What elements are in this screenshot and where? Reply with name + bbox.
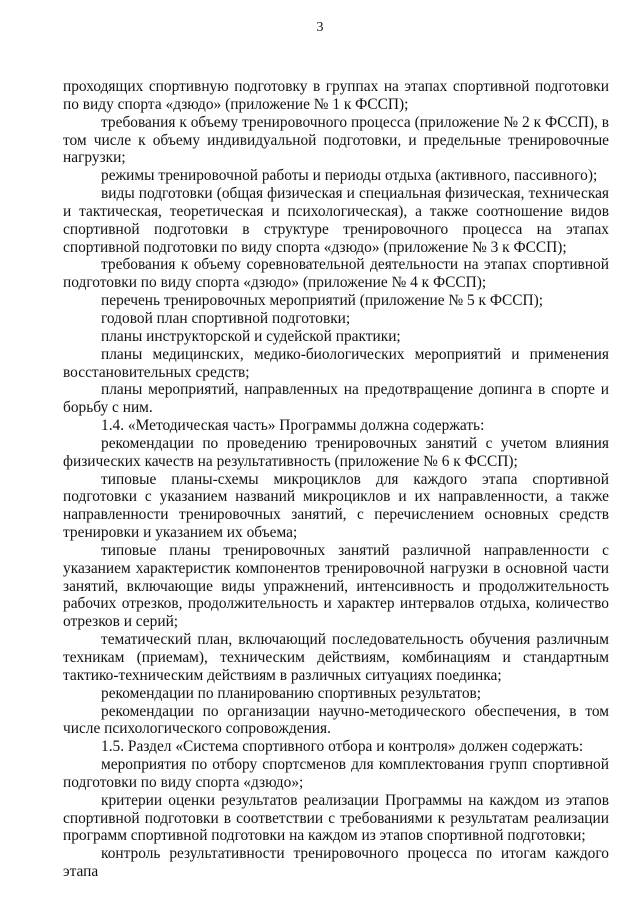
paragraph: перечень тренировочных мероприятий (приложение № 5 к ФССП); bbox=[101, 292, 544, 310]
paragraph: виды подготовки (общая физическая и специальная физическая, техническая и тактическая, теоретическая и психологическая), а также соотношение видов спортивной подготовки в структуре тренировочного процесса на этапах спортивной подготовки по виду спорта «дзюдо» (приложение № 3 к ФССП); bbox=[63, 185, 609, 256]
paragraph: требования к объему тренировочного процесса (приложение № 2 к ФССП), в том числе к объему индивидуальной подготовки, и предельные тренировочные нагрузки; bbox=[63, 113, 609, 167]
paragraph: проходящих спортивную подготовку в группах на этапах спортивной подготовки по виду спорта «дзюдо» (приложение № 1 к ФССП); bbox=[63, 78, 609, 113]
document-body bbox=[63, 78, 609, 881]
paragraph: типовые планы-схемы микроциклов для каждого этапа спортивной подготовки с указанием названий микроциклов и их направленности, а также направленности тренировочных занятий, с перечислением основных средств тренировки и указанием их объема; bbox=[63, 470, 609, 542]
paragraph: мероприятия по отбору спортсменов для комплектования групп спортивной подготовки по виду спорта «дзюдо»; bbox=[63, 756, 609, 791]
paragraph: типовые планы тренировочных занятий различной направленности с указанием характеристик компонентов тренировочной нагрузки в основной части занятий, включающие виды упражнений, интенсивность и продолжительность рабочих отрезков, продолжительность и характер интервалов отдыха, количество отрезков и серий; bbox=[63, 541, 609, 631]
paragraph: тематический план, включающий последовательность обучения различным техникам (приемам), техническим действиям, комбинациям и стандартным тактико-техническим действиям в различных ситуациях поединка; bbox=[63, 631, 609, 684]
paragraph: критерии оценки результатов реализации Программы на каждом из этапов спортивной подготовки в соответствии с требованиями к результатам реализации программ спортивной подготовки на каждом из этапов спортивной подготовки; bbox=[63, 791, 609, 845]
page-number: 3 bbox=[316, 20, 324, 35]
paragraph: режимы тренировочной работы и периоды отдыха (активного, пассивного); bbox=[101, 167, 598, 185]
section-heading: 1.5. Раздел «Система спортивного отбора и контроля» должен содержать: bbox=[101, 738, 584, 756]
paragraph: планы инструкторской и судейской практики; bbox=[101, 327, 401, 345]
paragraph: контроль результативности тренировочного процесса по итогам каждого этапа bbox=[63, 845, 609, 881]
paragraph: рекомендации по организации научно-методического обеспечения, в том числе психологического сопровождения. bbox=[63, 702, 609, 738]
paragraph: рекомендации по планированию спортивных результатов; bbox=[101, 684, 482, 702]
paragraph: рекомендации по проведению тренировочных занятий с учетом влияния физических качеств на результативность (приложение № 6 к ФССП); bbox=[63, 434, 609, 470]
paragraph: планы медицинских, медико-биологических мероприятий и применения восстановительных средств; bbox=[63, 345, 609, 381]
paragraph: планы мероприятий, направленных на предотвращение допинга в спорте и борьбу с ним. bbox=[63, 381, 609, 417]
paragraph: требования к объему соревновательной деятельности на этапах спортивной подготовки по виду спорта «дзюдо» (приложение № 4 к ФССП); bbox=[63, 256, 609, 292]
paragraph: годовой план спортивной подготовки; bbox=[101, 309, 351, 327]
section-heading: 1.4. «Методическая часть» Программы должна содержать: bbox=[101, 417, 485, 435]
